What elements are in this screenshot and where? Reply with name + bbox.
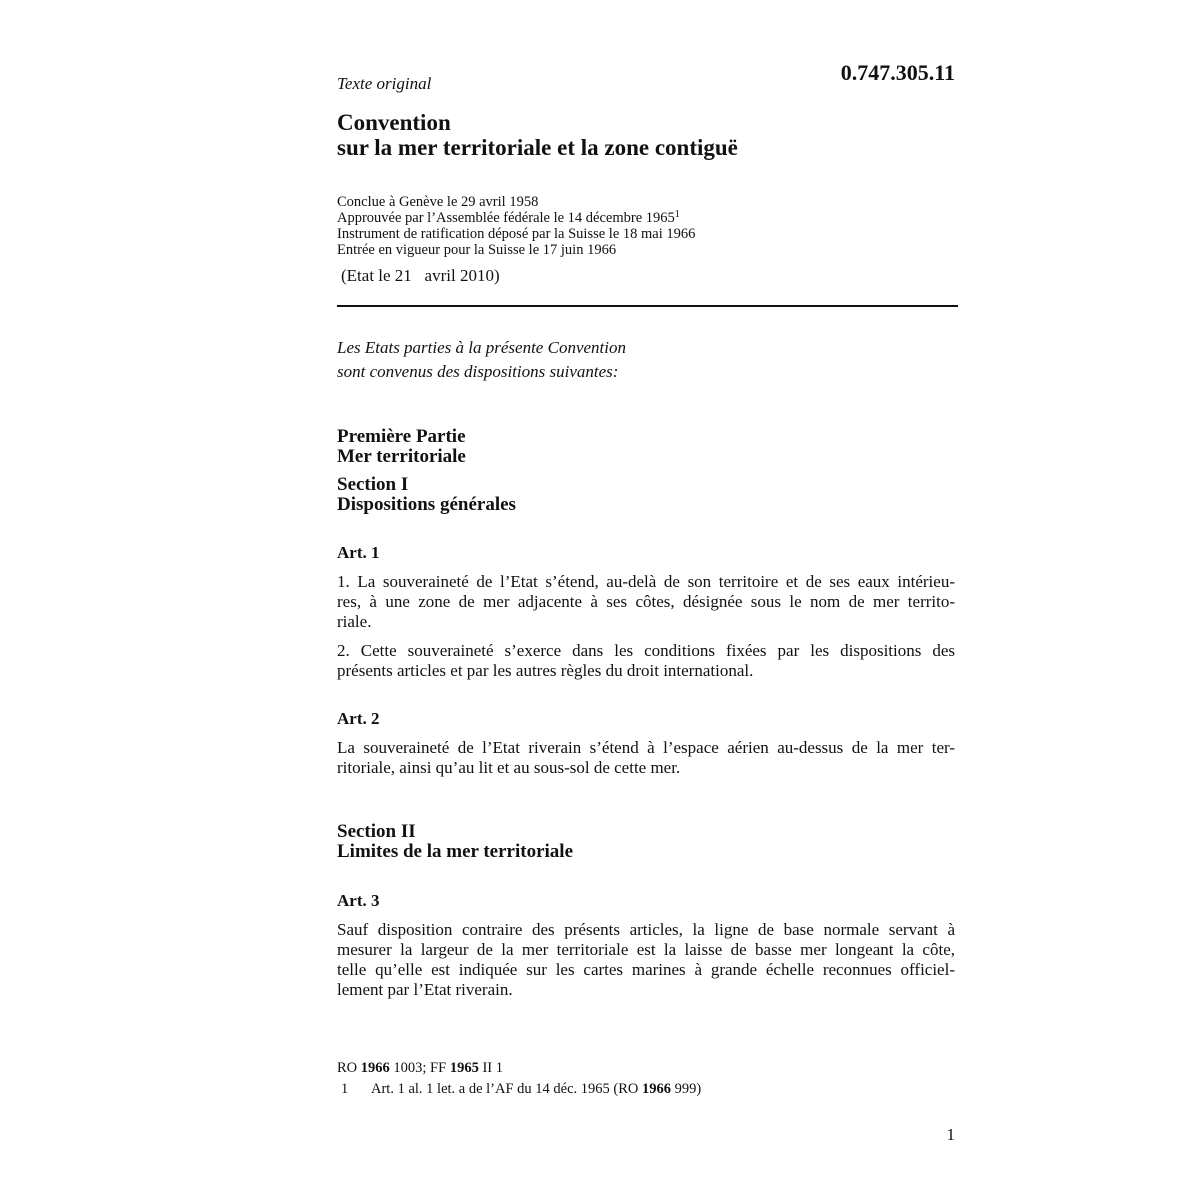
document-title: [337, 110, 738, 160]
art3-line-3: telle qu’elle est indiquée sur les cartes marines à grande échelle reconnues officiel-: [337, 960, 955, 979]
section-2-number: Section II: [337, 821, 416, 842]
preamble: [337, 336, 626, 384]
art1-p1-line-3: riale.: [337, 612, 372, 631]
ro-prefix: RO: [337, 1060, 361, 1076]
footnote-year: 1966: [642, 1081, 672, 1097]
meta-approuvee-text: Approuvée par l’Assemblée fédérale le 14 décembre 1965: [337, 210, 675, 226]
section-2-title: Limites de la mer territoriale: [337, 841, 573, 862]
art1-p2-line-2: présents articles et par les autres règles du droit international.: [337, 661, 754, 680]
art2-line-2: ritoriale, ainsi qu’au lit et au sous-sol de cette mer.: [337, 758, 681, 777]
meta-conclue: Conclue à Genève le 29 avril 1958: [337, 194, 539, 210]
document-status-label: Texte original: [337, 74, 432, 93]
section-1-heading: [337, 475, 516, 515]
ro-page: 1003; FF: [389, 1060, 450, 1076]
art2-line-1: La souveraineté de l’Etat riverain s’étend à l’espace aérien au-dessus de la mer ter-: [337, 738, 955, 757]
art1-p2-line-1: 2. Cette souveraineté s’exerce dans les conditions fixées par les dispositions des: [337, 641, 955, 660]
meta-entree: Entrée en vigueur pour la Suisse le 17 juin 1966: [337, 242, 617, 258]
art1-p1-line-2: res, à une zone de mer adjacente à ses côtes, désignée sous le nom de mer territo-: [337, 592, 955, 611]
ff-year: 1965: [449, 1060, 479, 1076]
footnote-text: Art. 1 al. 1 let. a de l’AF du 14 déc. 1965 (RO: [371, 1081, 643, 1097]
ro-year: 1966: [360, 1060, 390, 1076]
page-number: 1: [946, 1125, 955, 1144]
article-3-heading: Art. 3: [337, 891, 380, 910]
article-1-heading: Art. 1: [337, 543, 380, 562]
section-1-number: Section I: [337, 474, 409, 495]
article-3-paragraph: [337, 920, 955, 1000]
meta-approuvee: [337, 210, 695, 226]
article-2-heading: Art. 2: [337, 709, 380, 728]
art3-line-4: lement par l’Etat riverain.: [337, 980, 513, 999]
article-2-paragraph: [337, 738, 955, 778]
article-1-paragraph-1: [337, 572, 955, 632]
footnote-ref-1[interactable]: 1: [674, 209, 680, 220]
art3-line-1: Sauf disposition contraire des présents articles, la ligne de base normale servant à: [337, 920, 955, 939]
title-line-1: Convention: [337, 110, 451, 135]
footnote-end: 999): [671, 1081, 702, 1097]
publication-reference: [337, 1059, 503, 1077]
part-heading: [337, 427, 466, 467]
art3-line-2: mesurer la largeur de la mer territoriale est la laisse de basse mer longeant la côte,: [337, 940, 955, 959]
ff-rest: II 1: [478, 1060, 503, 1076]
sr-number: 0.747.305.11: [840, 60, 955, 85]
preamble-line-2: sont convenus des dispositions suivantes:: [337, 362, 619, 381]
header-divider: [337, 305, 958, 307]
etat-date: (Etat le 21 avril 2010): [341, 266, 500, 285]
art1-p1-line-1: 1. La souveraineté de l’Etat s’étend, au-delà de son territoire et de ses eaux intérieu-: [337, 572, 955, 591]
section-1-title: Dispositions générales: [337, 494, 516, 515]
part-title: Mer territoriale: [337, 446, 466, 467]
meta-instrument: Instrument de ratification déposé par la Suisse le 18 mai 1966: [337, 226, 696, 242]
title-line-2: sur la mer territoriale et la zone contiguë: [337, 135, 738, 160]
footnote-1: [341, 1080, 701, 1098]
footnote-number: 1: [341, 1081, 349, 1097]
article-1-paragraph-2: [337, 641, 955, 681]
section-2-heading: [337, 822, 573, 862]
part-number: Première Partie: [337, 426, 466, 447]
document-meta: [337, 194, 695, 258]
preamble-line-1: Les Etats parties à la présente Convention: [337, 338, 626, 357]
